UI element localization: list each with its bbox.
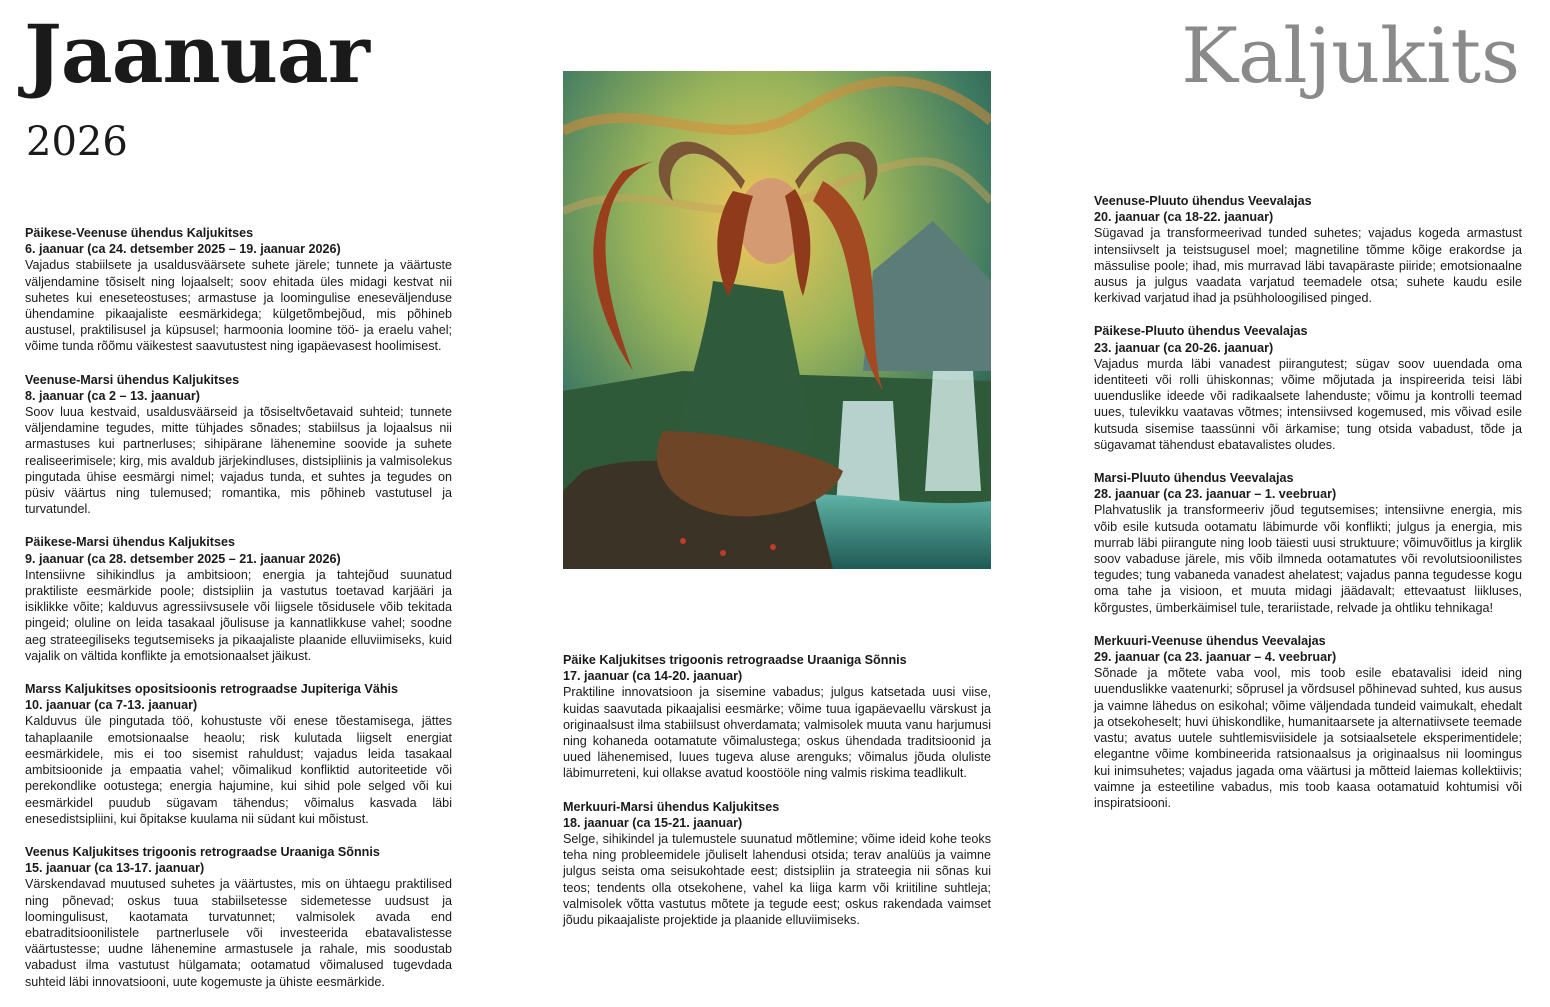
aspect-date: 29. jaanuar (ca 23. jaanuar – 4. veebruar) <box>1094 650 1337 665</box>
capricorn-woman-icon <box>563 71 991 569</box>
aspect-description: Praktiline innovatsioon ja sisemine vabadus; julgus katsetada uusi viise, kuidas saavutada pikaajalisi eesmärke; võime tuua igapäevaellu värskust ja originaalsust ilma stabiilsust ohverdamata; valmisolek muuta vanu harjumusi ning kohaneda ootamatute võimalustega; oskus ühendada traditsioonid ja uued lähenemised, luues tugeva aluse arenguks; võimalus jõuda oluliste läbimurreteni, kui ollakse avatud koostööle ning valmis riskima teadlikult. <box>563 685 991 781</box>
aspect-date: 20. jaanuar (ca 18-22. jaanuar) <box>1094 210 1274 225</box>
aspect-date: 8. jaanuar (ca 2 – 13. jaanuar) <box>25 388 201 403</box>
aspect-entry <box>1094 470 1522 616</box>
aspect-description: Kalduvus üle pingutada töö, kohustuste või enese tõestamisega, jättes tahaplaanile emotsionaalse heaolu; risk kulutada liigselt energiat eesmärkidele, mis ei too sisemist rahuldust; vajadus leida tasakaal ambitsioonide ja empaatia vahel; võimalikud konfliktid autoriteetide või perekondlike ootustega; energia hajumine, kui sihid pole selged või kui eesmärkidel puudub sügavam tähendus; võimalus kasvada läbi enesedistsipliini, kui õpitakse kuulama nii südant kui mõistust. <box>25 714 452 826</box>
aspect-title: Marsi-Pluuto ühendus Veevalajas <box>1094 471 1294 486</box>
aspect-entry <box>25 372 452 518</box>
column-left <box>25 225 452 1007</box>
year-label: 2026 <box>26 119 128 165</box>
aspect-title: Veenus Kaljukitses trigoonis retrograadse Uraaniga Sõnnis <box>25 844 380 859</box>
aspect-title: Merkuuri-Marsi ühendus Kaljukitses <box>563 799 780 814</box>
aspect-entry <box>1094 633 1522 811</box>
aspect-title: Veenuse-Pluuto ühendus Veevalajas <box>1094 194 1312 208</box>
aspect-description: Vajadus stabiilsete ja usaldusväärsete suhete järele; tunnete ja väärtuste väljendamine tõsiselt ning lojaalselt; soov ehitada üles midagi kestvat nii suhetes kui eneseteostuses; armastuse ja loomingulise eneseväljenduse ühendamine pikaajaliste eesmärkidega; külgetõmbejõud, mis põhineb austusel, praktilisusel ja küpsusel; harmoonia loomine töö- ja eraelu vahel; võime tunda rõõmu väikestest saavutustest ning igapäevasest hoolimisest. <box>25 258 452 354</box>
aspect-entry <box>1094 323 1522 453</box>
aspect-entry <box>563 652 991 782</box>
column-middle <box>563 652 991 945</box>
aspect-title: Merkuuri-Veenuse ühendus Veevalajas <box>1094 633 1326 648</box>
aspect-date: 10. jaanuar (ca 7-13. jaanuar) <box>25 698 198 713</box>
month-title: Jaanuar <box>24 7 369 101</box>
aspect-description: Intensiivne sihikindlus ja ambitsioon; energia ja tahtejõud suunatud praktiliste eesmärkide poole; distsipliin ja vastutus toetavad karjääri ja isiklikke võite; kalduvus agressiivsusele või liigsele tõsidusele võib tekitada pingeid; oluline on leida tasakaal jõulisuse ja kannatlikkuse vahel; soodne aeg strateegiliseks tegutsemiseks ja pikaajaliste plaanide elluviimiseks, kuid vajalik on vältida konflikte ja emotsionaalset jäikust. <box>25 567 452 663</box>
column-right <box>1094 193 1522 828</box>
aspect-description: Plahvatuslik ja transformeeriv jõud tegutsemises; intensiivne energia, mis võib esile kutsuda ootamatu läbimurde või konflikti; julgus ja energia, mis murrab läbi piirangute ning loob täiesti uusi struktuure; võimuvõitlus ja kirglik soov vabaduse järele, mis võib ilmneda ootamatutes või revolutsioonilistes tegudes; tung vabaneda vanadest ahelatest; vajadus panna tegudesse kogu oma tahe ja visioon, et muuta midagi jäädavalt; ettevaatust liikluses, kõrgustes, ümberkäimisel tule, terariistade, relvade ja ohtliku tehnikaga! <box>1094 503 1522 615</box>
aspect-date: 23. jaanuar (ca 20-26. jaanuar) <box>1094 340 1274 355</box>
aspect-description: Värskendavad muutused suhetes ja väärtustes, mis on ühtaegu praktilised ning põnevad; oskus tuua stabiilsetesse sidemetesse uudsust ja loomingulisust, kaotamata turvatunnet; valmisolek avada end ebatraditsioonilistele partnerlusele või investeerida ebatavalistesse väärtustesse; uudne lähenemine armastusele ja rahale, mis soodustab vabadust ilma vastutust hülgamata; ootamatud võimalused tugevdada suhteid läbi innovatsiooni, uute kogemuste ja ühiste eesmärkide. <box>25 877 452 989</box>
aspect-date: 17. jaanuar (ca 14-20. jaanuar) <box>563 669 743 684</box>
aspect-description: Sõnade ja mõtete vaba vool, mis toob esile ebatavalisi ideid ning uuenduslikke vaatenurki; sõprusel ja võrdsusel põhinevad suhted, kus ausus ja vaimne lähedus on esikohal; võime väljendada tundeid vaimukalt, ehedalt ja otsekoheselt; huvi ühiskondlike, humanitaarsete ja alternatiivsete teemade vastu; avatus uutele suhtlemisviisidele ja sotsiaalsetele eksperimentidele; elegantne võime kombineerida ratsionaalsus ja originaalsus nii loomingus kui inimsuhetes; vajadus jagada oma väärtusi ja mõtteid laiemas kollektiivis; vaimne ja esteetiline vabadus, mis toob kaasa ootamatuid kohtumisi või inspiratsiooni. <box>1094 666 1522 810</box>
aspect-description: Sügavad ja transformeerivad tunded suhetes; vajadus kogeda armastust intensiivselt ja teistsugusel moel; magnetiline tõmme kõige erakordse ja mässulise poole; ihad, mis murravad läbi tavapäraste piiride; emotsionaalne ausus ja julgus vaadata varjatud teemadele otsa; suhete kaudu esile kerkivad varjatud ihad ja psühholoogilised pinged. <box>1094 226 1522 306</box>
aspect-entry <box>1094 193 1522 306</box>
aspect-title: Päikese-Veenuse ühendus Kaljukitses <box>25 226 254 240</box>
aspect-entry <box>25 844 452 990</box>
zodiac-sign-title: Kaljukits <box>1181 11 1520 100</box>
aspect-entry <box>25 225 452 355</box>
aspect-date: 9. jaanuar (ca 28. detsember 2025 – 21. jaanuar 2026) <box>25 551 341 566</box>
aspect-date: 18. jaanuar (ca 15-21. jaanuar) <box>563 815 743 830</box>
aspect-entry <box>25 534 452 664</box>
aspect-entry <box>25 681 452 827</box>
aspect-description: Soov luua kestvaid, usaldusväärseid ja tõsiseltvõetavaid suhteid; tunnete väljendamine tegudes, mitte tühjades sõnades; stabiilsus ja lojaalsus nii armastuses kui partnerluses; sihipärane lähenemine soovide ja suhete realiseerimisele; kirg, mis avaldub järjekindluses, distsipliinis ja valmisolekus pingutada ühise eesmärgi nimel; vajadus tunda, et suhtes ja tegudes on püsiv väärtus ning tulemused; romantika, mis põhineb vastutusel ja turvatundel. <box>25 405 452 517</box>
aspect-title: Päike Kaljukitses trigoonis retrograadse Uraaniga Sõnnis <box>563 653 907 667</box>
aspect-date: 15. jaanuar (ca 13-17. jaanuar) <box>25 861 205 876</box>
aspect-date: 28. jaanuar (ca 23. jaanuar – 1. veebruar) <box>1094 487 1337 502</box>
aspect-description: Selge, sihikindel ja tulemustele suunatud mõtlemine; võime ideid kohe teoks teha ning probleemidele jõuliselt lahendusi otsida; terav analüüs ja vaimne julgus seista oma seisukohtade eest; distsipliin ja strateegia nii sõnas kui teos; tendents olla otsekohene, vahel ka liiga karm või kriitiline suhtleja; valmisolek võtta vastutus mõtete ja tegude eest; oskus rakendada vaimset jõudu pikaajaliste projektide ja plaanide elluviimiseks. <box>563 832 991 928</box>
aspect-date: 6. jaanuar (ca 24. detsember 2025 – 19. jaanuar 2026) <box>25 242 341 257</box>
aspect-title: Veenuse-Marsi ühendus Kaljukitses <box>25 372 240 387</box>
aspect-title: Päikese-Marsi ühendus Kaljukitses <box>25 535 235 550</box>
aspect-title: Päikese-Pluuto ühendus Veevalajas <box>1094 324 1308 339</box>
aspect-entry <box>563 799 991 929</box>
aspect-title: Marss Kaljukitses opositsioonis retrograadse Jupiteriga Vähis <box>25 682 399 697</box>
capricorn-illustration <box>563 71 991 569</box>
aspect-description: Vajadus murda läbi vanadest piirangutest; sügav soov uuendada oma identiteeti või rolli ühiskonnas; võime mõjutada ja inspireerida teisi läbi uuenduslike ideede või radikaalsete lahenduste; võimu ja kontrolli teemad uues, tulevikku vaatavas võtmes; intensiivsed kogemused, mis võivad esile kutsuda sisemise taassünni või ärkamise; tung otsida vabadust, tõde ja sügavamat tähendust ebatavalistes oludes. <box>1094 356 1522 452</box>
